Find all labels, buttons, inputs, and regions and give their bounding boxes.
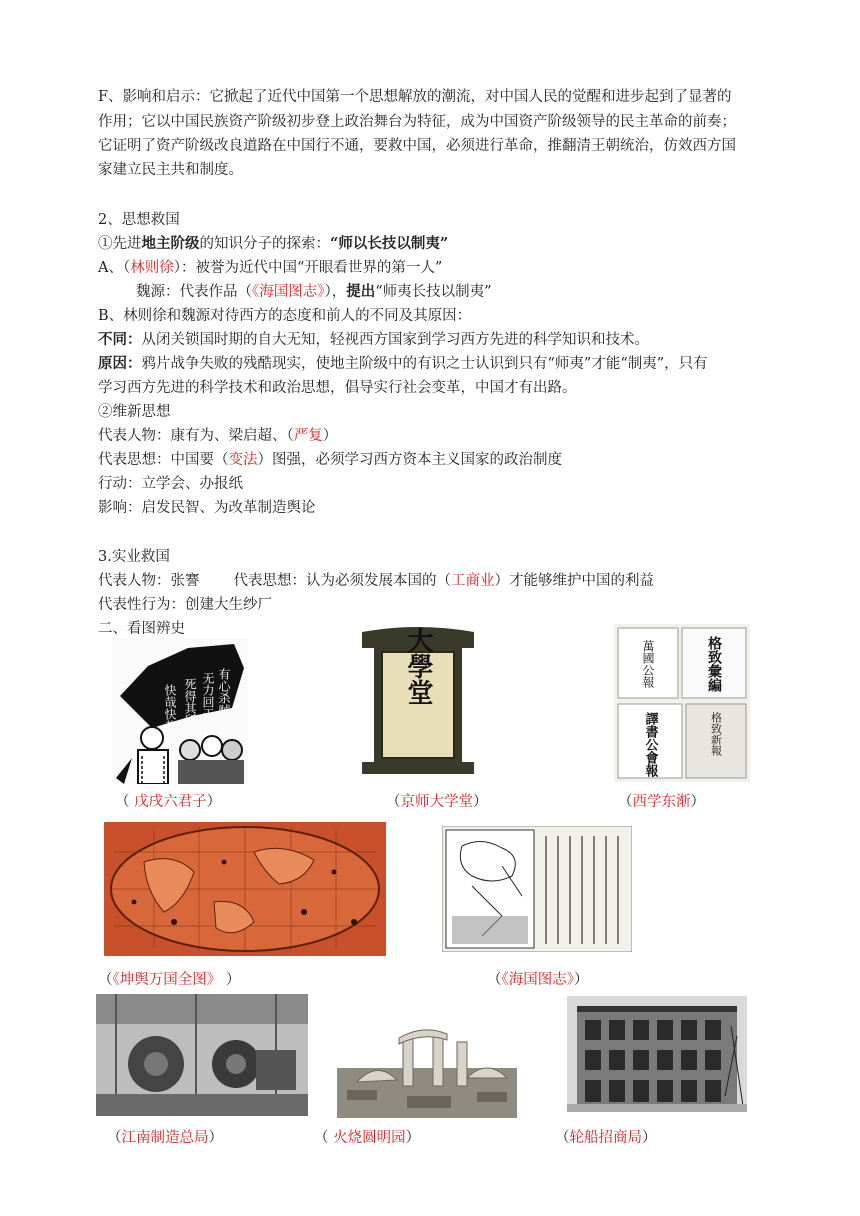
- text: （: [314, 1130, 334, 1146]
- text: （: [107, 1130, 122, 1146]
- cartoon-text-2: 无力回天: [201, 672, 215, 720]
- text: 从闭关锁国时期的自大无知，轻视西方国家到学习西方先进的科学知识和技术。: [141, 332, 649, 348]
- building-illustration: [567, 996, 747, 1112]
- section2-heading: 2、思想救国: [98, 212, 180, 228]
- newspapers-image: [614, 624, 750, 782]
- text: ）: [208, 1130, 223, 1146]
- answer-text: 西学东渐: [632, 794, 691, 810]
- text: ）: [574, 972, 589, 988]
- answer-text: 京师大学堂: [400, 794, 473, 810]
- text: （: [115, 794, 135, 810]
- influence-line-4: 家建立民主共和制度。: [98, 162, 243, 178]
- text: （: [487, 972, 502, 988]
- bold-text: 提出: [346, 283, 376, 300]
- caption-china-merchants: [555, 1128, 657, 1148]
- text: ）图强，必须学习西方资本主义国家的政治制度: [257, 452, 562, 468]
- caption-western-learning: [618, 792, 705, 812]
- world-map-illustration: [104, 822, 386, 956]
- text: 鸦片战争失败的残酷现实，使地主阶级中的有识之士认识到只有“师夷”才能“制夷”，只有: [141, 356, 708, 372]
- answer-text: 林则徐: [130, 260, 174, 276]
- text: ）: [206, 794, 222, 810]
- peking-university-image: [360, 626, 476, 776]
- text: （: [386, 794, 401, 810]
- text: （: [618, 794, 633, 810]
- ruins-illustration: [337, 1024, 517, 1118]
- reform-impact-line: 影响：启发民智、为改革制造舆论: [98, 500, 316, 516]
- cartoon-text-4: 快哉快哉: [163, 684, 177, 732]
- reform-rep-line: [98, 426, 337, 446]
- paper-4-title: 格致新報: [709, 712, 723, 756]
- answer-text: 轮船招商局: [569, 1130, 642, 1146]
- section2-sub2: ②维新思想: [98, 404, 171, 420]
- text: 魏源：代表作品（: [136, 284, 252, 300]
- bold-text: 原因：: [98, 355, 142, 372]
- paper-2-title: 格致彙編: [706, 636, 722, 692]
- china-merchants-image: [567, 996, 747, 1112]
- text: （: [555, 1130, 570, 1146]
- caption-yuanmingyuan: [314, 1128, 420, 1148]
- caption-six-gentlemen: [115, 792, 221, 812]
- answer-text: 严复: [293, 428, 323, 444]
- answer-text: 变法: [228, 452, 258, 468]
- caption-haiguo-tuzhi: [487, 970, 589, 990]
- influence-line-3: 它证明了资产阶级改良道路在中国行不通，要救中国，必须进行革命，推翻清王朝统治，仿效西方国: [98, 138, 736, 154]
- influence-line-1: F、影响和启示：它掀起了近代中国第一个思想解放的潮流，对中国人民的觉醒和进步起到了显著的: [98, 89, 732, 105]
- bold-text: 地主阶级: [141, 235, 200, 252]
- text: 的知识分子的探索：: [199, 236, 330, 252]
- weiyuan-line: [136, 282, 492, 302]
- bold-text: 不同：: [98, 331, 142, 348]
- paper-3-title: 譯書公會報: [642, 712, 658, 777]
- section2-sub1: [98, 234, 448, 254]
- world-map-image: [104, 822, 386, 956]
- answer-text: 《海国图志》: [252, 284, 325, 300]
- text: 代表思想：中国要（: [98, 452, 229, 468]
- cartoon-text-3: 死得其所: [183, 678, 197, 726]
- reform-idea-line: [98, 450, 562, 470]
- text: ）: [473, 794, 488, 810]
- text: ）: [322, 428, 338, 444]
- influence-line-2: 作用；它以中国民族资产阶级初步登上政治舞台为特征，成为中国资产阶级领导的民主革命的前奏；: [98, 114, 736, 130]
- yuanmingyuan-image: [337, 1024, 517, 1118]
- text: “师夷长技以制夷”: [375, 284, 492, 300]
- text: ①先进: [98, 236, 142, 252]
- reason-line-2: 学习西方先进的科学技术和政治思想，倡导实行社会变革，中国才有出路。: [98, 380, 577, 396]
- bold-text: “师以长技以制夷”: [330, 235, 449, 252]
- text: ）: [221, 972, 241, 988]
- paper-1-title: 萬國公報: [641, 640, 655, 688]
- text: A、（: [98, 260, 131, 276]
- industry-act-line: 代表性行为：创建大生纱厂: [98, 597, 272, 613]
- answer-text: 江南制造总局: [121, 1130, 209, 1146]
- six-gentlemen-illustration: [112, 638, 248, 784]
- plaque-text: 大學堂: [403, 627, 433, 705]
- answer-text: 火烧圆明园: [333, 1130, 406, 1146]
- jiangnan-arsenal-image: [96, 994, 308, 1116]
- haiguo-tuzhi-illustration: [442, 826, 632, 952]
- plaque-illustration: [360, 626, 476, 776]
- text: 代表人物：张謇: [98, 573, 200, 589]
- picture-section-heading: 二、看图辨史: [98, 621, 185, 637]
- text: 代表人物：康有为、梁启超、（: [98, 428, 294, 444]
- answer-text: 《坤舆万国全图》: [112, 972, 222, 988]
- reason-line-1: [98, 354, 708, 374]
- text: ），: [324, 284, 347, 300]
- text: （: [98, 972, 113, 988]
- answer-text: 工商业: [451, 573, 495, 589]
- caption-world-map: [98, 970, 240, 990]
- text: ）：被誉为近代中国“开眼看世界的第一人”: [173, 260, 443, 276]
- text: 代表思想：认为必须发展本国的（: [233, 573, 451, 589]
- text: ）: [690, 794, 705, 810]
- text: ）才能够维护中国的利益: [494, 573, 654, 589]
- reform-action-line: 行动：立学会、办报纸: [98, 476, 243, 492]
- linzexu-line: [98, 258, 442, 278]
- text: ）: [405, 1130, 421, 1146]
- answer-text: 《海国图志》: [501, 972, 574, 988]
- six-gentlemen-image: [112, 638, 248, 784]
- haiguo-tuzhi-image: [442, 826, 632, 952]
- answer-text: 戊戌六君子: [134, 794, 207, 810]
- newspapers-illustration: [614, 624, 750, 782]
- difference-line: [98, 330, 649, 350]
- caption-jiangnan-arsenal: [107, 1128, 223, 1148]
- industry-line: [98, 571, 654, 591]
- b-line: B、林则徐和魏源对待西方的态度和前人的不同及其原因：: [98, 308, 472, 324]
- text: ）: [642, 1130, 657, 1146]
- section3-heading: 3.实业救国: [98, 549, 170, 565]
- caption-peking-university: [386, 792, 488, 812]
- arsenal-illustration: [96, 994, 308, 1116]
- cartoon-text-1: 有心杀贼: [217, 668, 231, 716]
